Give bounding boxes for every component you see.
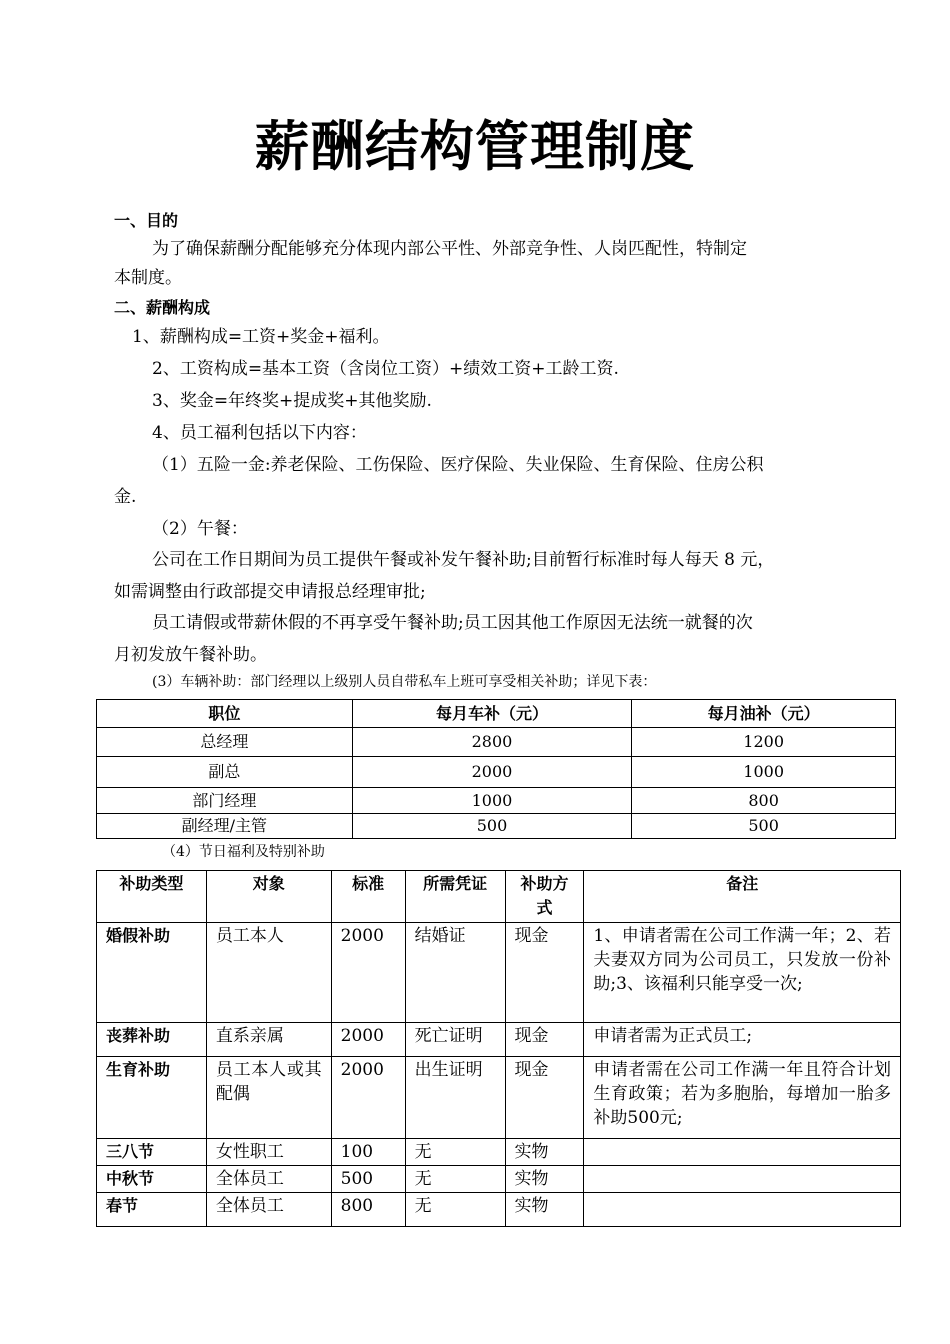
table-row	[97, 728, 896, 757]
table-cell: 员工本人	[206, 923, 331, 1023]
purpose-paragraph-line1: 为了确保薪酬分配能够充分体现内部公平性、外部竞争性、人岗匹配性，特制定	[152, 239, 747, 259]
lunch-paragraph-2-line1: 员工请假或带薪休假的不再享受午餐补助;员工因其他工作原因无法统一就餐的次	[152, 613, 753, 633]
table-cell: 申请者需为正式员工;	[584, 1023, 901, 1057]
table-row	[97, 923, 901, 1023]
welfare-sub2: （2）午餐：	[152, 519, 248, 539]
table-cell: 现金	[505, 1057, 584, 1139]
table-cell: 结婚证	[405, 923, 505, 1023]
table-cell: 总经理	[97, 728, 353, 757]
table-cell: 申请者需在公司工作满一年且符合计划生育政策；若为多胞胎，每增加一胎多补助500元;	[584, 1057, 901, 1139]
table-cell: 无	[405, 1193, 505, 1227]
table-cell: 现金	[505, 923, 584, 1023]
table-row	[97, 788, 896, 814]
table-cell: 100	[331, 1139, 405, 1166]
table-cell: 2800	[352, 728, 632, 757]
column-header: 所需凭证	[405, 871, 505, 923]
column-header: 补助方式	[505, 871, 584, 923]
table-cell: 无	[405, 1166, 505, 1193]
table-cell	[584, 1193, 901, 1227]
composition-item-4: 4、员工福利包括以下内容：	[152, 423, 367, 443]
table-cell: 2000	[331, 923, 405, 1023]
table-cell: 死亡证明	[405, 1023, 505, 1057]
vehicle-allowance-table	[96, 699, 896, 839]
table-cell: 婚假补助	[97, 923, 207, 1023]
table-cell: 1000	[352, 788, 632, 814]
column-header: 标准	[331, 871, 405, 923]
section-heading-purpose: 一、目的	[114, 211, 179, 230]
table-cell: 出生证明	[405, 1057, 505, 1139]
composition-item-1: 1、薪酬构成=工资+奖金+福利。	[132, 327, 390, 347]
column-header: 对象	[206, 871, 331, 923]
table-cell: 副经理/主管	[97, 814, 353, 839]
table-cell: 全体员工	[206, 1193, 331, 1227]
table-header-row	[97, 700, 896, 728]
table-row	[97, 1166, 901, 1193]
table-cell: 女性职工	[206, 1139, 331, 1166]
welfare-sub1-line1: （1）五险一金:养老保险、工伤保险、医疗保险、失业保险、生育保险、住房公积	[152, 455, 764, 475]
table-cell: 全体员工	[206, 1166, 331, 1193]
welfare-sub4: （4）节日福利及特别补助	[162, 844, 325, 860]
table-cell: 1、申请者需在公司工作满一年；2、若夫妻双方同为公司员工，只发放一份补助;3、该福利只能享受一次;	[584, 923, 901, 1023]
table-cell: 1000	[632, 757, 896, 788]
table-cell: 现金	[505, 1023, 584, 1057]
table-cell	[584, 1166, 901, 1193]
column-header: 备注	[584, 871, 901, 923]
table-cell: 副总	[97, 757, 353, 788]
lunch-paragraph-1-line1: 公司在工作日期间为员工提供午餐或补发午餐补助;目前暂行标准时每人每天 8 元，	[152, 550, 775, 570]
table-cell: 实物	[505, 1139, 584, 1166]
table-cell: 丧葬补助	[97, 1023, 207, 1057]
welfare-sub3: (3）车辆补助：部门经理以上级别人员自带私车上班可享受相关补助；详见下表：	[152, 674, 657, 690]
table-cell: 800	[632, 788, 896, 814]
composition-item-2: 2、工资构成=基本工资（含岗位工资）+绩效工资+工龄工资.	[152, 359, 619, 379]
table-cell: 500	[632, 814, 896, 839]
table-row	[97, 1193, 901, 1227]
welfare-sub1-line2: 金.	[114, 487, 137, 507]
table-cell: 直系亲属	[206, 1023, 331, 1057]
table-cell: 500	[352, 814, 632, 839]
column-header: 每月油补（元）	[632, 700, 896, 728]
table-row	[97, 1139, 901, 1166]
table-row	[97, 1057, 901, 1139]
table-cell	[584, 1139, 901, 1166]
special-benefit-table	[96, 870, 901, 1227]
table-cell: 员工本人或其配偶	[206, 1057, 331, 1139]
table-cell: 三八节	[97, 1139, 207, 1166]
column-header: 补助类型	[97, 871, 207, 923]
table-cell: 部门经理	[97, 788, 353, 814]
page-title: 薪酬结构管理制度	[255, 115, 695, 178]
lunch-paragraph-2-line2: 月初发放午餐补助。	[114, 645, 267, 665]
table-cell: 实物	[505, 1166, 584, 1193]
lunch-paragraph-1-line2: 如需调整由行政部提交申请报总经理审批;	[114, 582, 426, 602]
table-cell: 无	[405, 1139, 505, 1166]
table-cell: 春节	[97, 1193, 207, 1227]
table-cell: 中秋节	[97, 1166, 207, 1193]
table-row	[97, 757, 896, 788]
table-cell: 2000	[331, 1057, 405, 1139]
table-cell: 800	[331, 1193, 405, 1227]
table-cell: 500	[331, 1166, 405, 1193]
table-cell: 生育补助	[97, 1057, 207, 1139]
column-header: 每月车补（元）	[352, 700, 632, 728]
table-row	[97, 1023, 901, 1057]
table-cell: 实物	[505, 1193, 584, 1227]
purpose-paragraph-line2: 本制度。	[114, 268, 182, 288]
composition-item-3: 3、奖金=年终奖+提成奖+其他奖励.	[152, 391, 432, 411]
column-header: 职位	[97, 700, 353, 728]
table-header-row	[97, 871, 901, 923]
table-cell: 1200	[632, 728, 896, 757]
table-cell: 2000	[352, 757, 632, 788]
table-cell: 2000	[331, 1023, 405, 1057]
table-row	[97, 814, 896, 839]
section-heading-composition: 二、薪酬构成	[114, 298, 211, 317]
